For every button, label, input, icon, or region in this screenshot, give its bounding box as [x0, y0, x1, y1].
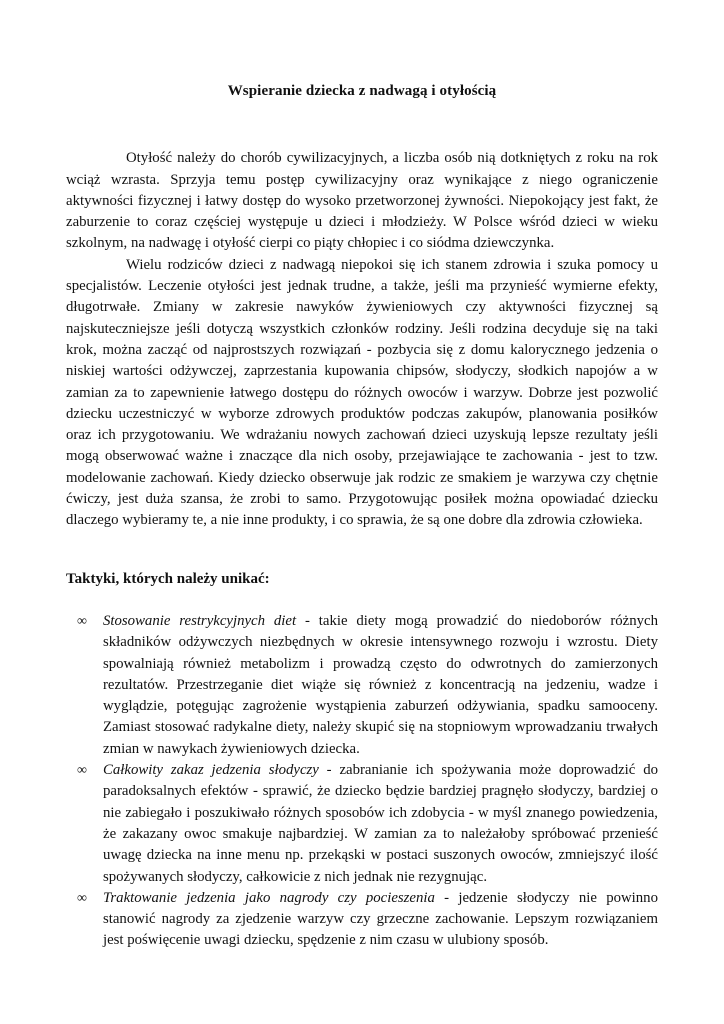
- infinity-bullet-icon: ∞: [77, 613, 87, 629]
- section-heading: Taktyki, których należy unikać:: [66, 570, 270, 587]
- list-item: [66, 760, 658, 888]
- list-item-lead: Stosowanie restrykcyjnych diet: [103, 612, 297, 629]
- list-item: [66, 888, 658, 952]
- body-paragraph-2: Wielu rodziców dzieci z nadwagą niepokoi się ich stanem zdrowia i szuka pomocy u specjalistów. Leczenie otyłości jest jednak trudne, a także, jeśli ma przynieść wymierne efekty, długotrwałe. Zmiany w zakresie nawyków żywieniowych czy aktywności fizycznej są najskuteczniejsze jeśli dotyczą wszystkich członków rodziny. Jeśli rodzina decyduje się na taki krok, można zacząć od najprostszych rozwiązań - pozbycia się z domu kalorycznego jedzenia o niskiej wartości odżywczej, zaprzestania kupowania chipsów, słodyczy, słodkich napojów a w zamian za to zapewnienie łatwego dostępu do różnych owoców i warzyw. Dobrze jest pozwolić dziecku uczestniczyć w wyborze zdrowych produktów podczas zakupów, planowania posiłków oraz ich przygotowaniu. We wdrażaniu nowych zachowań dzieci uzyskują lepsze rezultaty jeśli mogą obserwować ważne i znaczące dla nich osoby, przejawiające te zachowania - jest to tzw. modelowanie zachowań. Kiedy dziecko obserwuje jak rodzic ze smakiem je warzywa czy chętnie ćwiczy, jest duża szansa, że zrobi to samo. Przygotowując posiłek można opowiadać dziecku dlaczego wybieramy te, a nie inne produkty, i co sprawia, że są one dobre dla zdrowia człowieka.: [66, 256, 658, 529]
- list-item-lead: Traktowanie jedzenia jako nagrody czy pocieszenia: [103, 889, 435, 906]
- list-item: [66, 611, 658, 760]
- body-paragraph-1: Otyłość należy do chorób cywilizacyjnych, a liczba osób nią dotkniętych z roku na rok wciąż wzrasta. Sprzyja temu postęp cywilizacyjny oraz wynikające z niego ograniczenie aktywności fizycznej i łatwy dostęp do wysoko przetworzonej żywności. Niepokojący jest fakt, że zaburzenie to coraz częściej występuje u dzieci i młodzieży. W Polsce wśród dzieci w wieku szkolnym, na nadwagę i otyłość cierpi co piąty chłopiec i co siódma dziewczynka.: [66, 150, 658, 252]
- list-item-text: - takie diety mogą prowadzić do niedoborów różnych składników odżywczych niezbędnych w okresie intensywnego rozwoju i wzrostu. Diety spowalniają również metabolizm i prowadzą często do odwrotnych do zamierzonych rezultatów. Przestrzeganie diet wiąże się również z koncentracją na jedzeniu, wadze i wyglądzie, potęgując zagrożenie wystąpienia zaburzeń odżywiania, spadku samooceny. Zamiast stosować radykalne diety, należy skupić się na stopniowym wprowadzaniu trwałych zmian w nawykach żywieniowych dziecka.: [103, 612, 658, 757]
- infinity-bullet-icon: ∞: [77, 890, 87, 906]
- list-item-lead: Całkowity zakaz jedzenia słodyczy: [103, 762, 319, 779]
- infinity-bullet-icon: ∞: [77, 763, 87, 779]
- avoid-tactics-list: [66, 611, 658, 952]
- list-item-text: - zabranianie ich spożywania może doprowadzić do paradoksalnych efektów - sprawić, że dziecko będzie bardziej pragnęło słodyczy, bardziej o nie zabiegało i poszukiwało różnych sposobów ich zdobycia - w myśl znanego powiedzenia, że zakazany owoc smakuje najbardziej. W zamian za to należałoby spróbować przenieść uwagę dziecka na inne menu np. przekąski w postaci suszonych owoców, zmniejszyć ilość spożywanych słodyczy, całkowicie z nich jednak nie rezygnując.: [103, 762, 658, 885]
- list-item-text: - jedzenie słodyczy nie powinno stanowić nagrody za zjedzenie warzyw czy grzeczne zachowanie. Lepszym rozwiązaniem jest poświęcenie uwagi dziecku, spędzenie z nim czasu w ulubiony sposób.: [103, 889, 658, 949]
- document-title: Wspieranie dziecka z nadwagą i otyłością: [227, 83, 497, 99]
